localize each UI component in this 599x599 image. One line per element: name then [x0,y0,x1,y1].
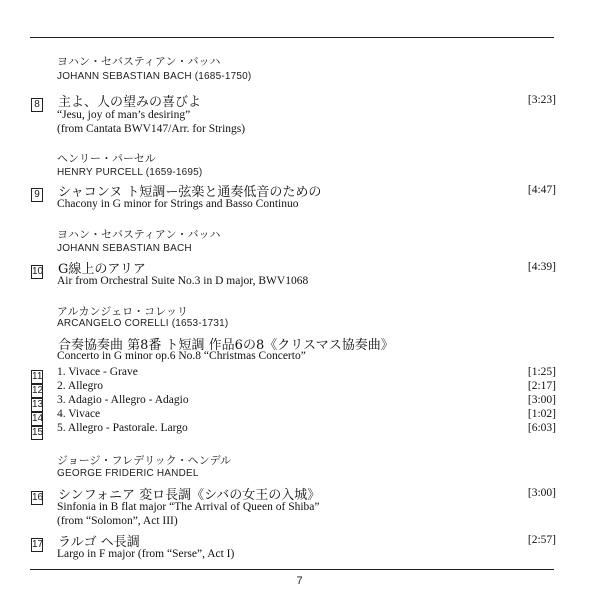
track-number: 12 [32,385,44,396]
composer-name-ja: ヨハン・セバスティアン・バッハ [57,228,221,241]
track-number: 9 [31,184,43,202]
movement-title: 2. Allegro [57,380,103,392]
composer-name-ja: ヘンリー・パーセル [57,152,156,165]
track-duration: [2:17] [527,380,556,392]
movement-title: 5. Allegro - Pastorale. Largo [57,422,188,434]
composer-name-en: HENRY PURCELL (1659-1695) [57,167,203,178]
track-duration: [1:25] [527,366,556,378]
work-title-en: Concerto in G minor op.6 No.8 “Christmas Concerto” [57,350,306,362]
track-duration: [4:39] [527,261,556,273]
page-number: 7 [296,575,303,587]
track-title-en: Air from Orchestral Suite No.3 in D major, BWV1068 [57,275,309,287]
track-title-en: Largo in F major (from “Serse”, Act I) [57,548,235,560]
track-number: 14 [32,413,44,424]
track-number: 11 [32,371,43,382]
bottom-rule [30,569,554,570]
composer-name-en: ARCANGELO CORELLI (1653-1731) [57,318,229,329]
composer-name-ja: アルカンジェロ・コレッリ [57,305,188,318]
track-title-en: “Jesu, joy of man’s desiring” [57,109,191,121]
track-number: 13 [32,399,44,410]
track-number: 8 [31,94,43,112]
track-duration: [1:02] [527,408,556,420]
track-duration: [6:03] [527,422,556,434]
track-number: 15 [32,427,44,438]
composer-name-en: JOHANN SEBASTIAN BACH (1685-1750) [57,71,252,82]
track-title-ja: シンフォニア 変ロ長調《シバの女王の入城》 [58,488,321,503]
composer-name-en: GEORGE FRIDERIC HANDEL [57,468,199,479]
track-source-en: (from “Solomon”, Act III) [57,515,178,527]
track-duration: [3:23] [527,94,556,106]
track-title-ja: 主よ、人の望みの喜びよ [58,95,202,110]
track-duration: [2:57] [527,534,556,546]
composer-name-ja: ヨハン・セバスティアン・バッハ [57,55,221,68]
track-title-ja: G線上のアリア [58,262,146,277]
track-title-en: Chacony in G minor for Strings and Basso Continuo [57,198,299,210]
track-duration: [4:47] [527,184,556,196]
composer-name-ja: ジョージ・フレデリック・ヘンデル [57,454,232,467]
track-title-ja: シャコンヌ ト短調ー弦楽と通奏低音のための [58,185,322,200]
movement-title: 1. Vivace - Grave [57,366,138,378]
track-duration: [3:00] [527,487,556,499]
track-source-en: (from Cantata BWV147/Arr. for Strings) [57,123,246,135]
work-title-ja: 合奏協奏曲 第8番 ト短調 作品6の8《クリスマス協奏曲》 [58,338,394,353]
top-rule [30,37,554,38]
track-number: 16 [32,492,44,503]
movement-title: 4. Vivace [57,408,101,420]
track-duration: [3:00] [527,394,556,406]
movement-title: 3. Adagio - Allegro - Adagio [57,394,189,406]
track-title-en: Sinfonia in B flat major “The Arrival of Queen of Shiba” [57,501,320,513]
track-number: 17 [32,539,44,550]
track-number: 10 [32,266,44,277]
track-title-ja: ラルゴ ヘ長調 [58,535,140,550]
composer-name-en: JOHANN SEBASTIAN BACH [57,243,192,254]
